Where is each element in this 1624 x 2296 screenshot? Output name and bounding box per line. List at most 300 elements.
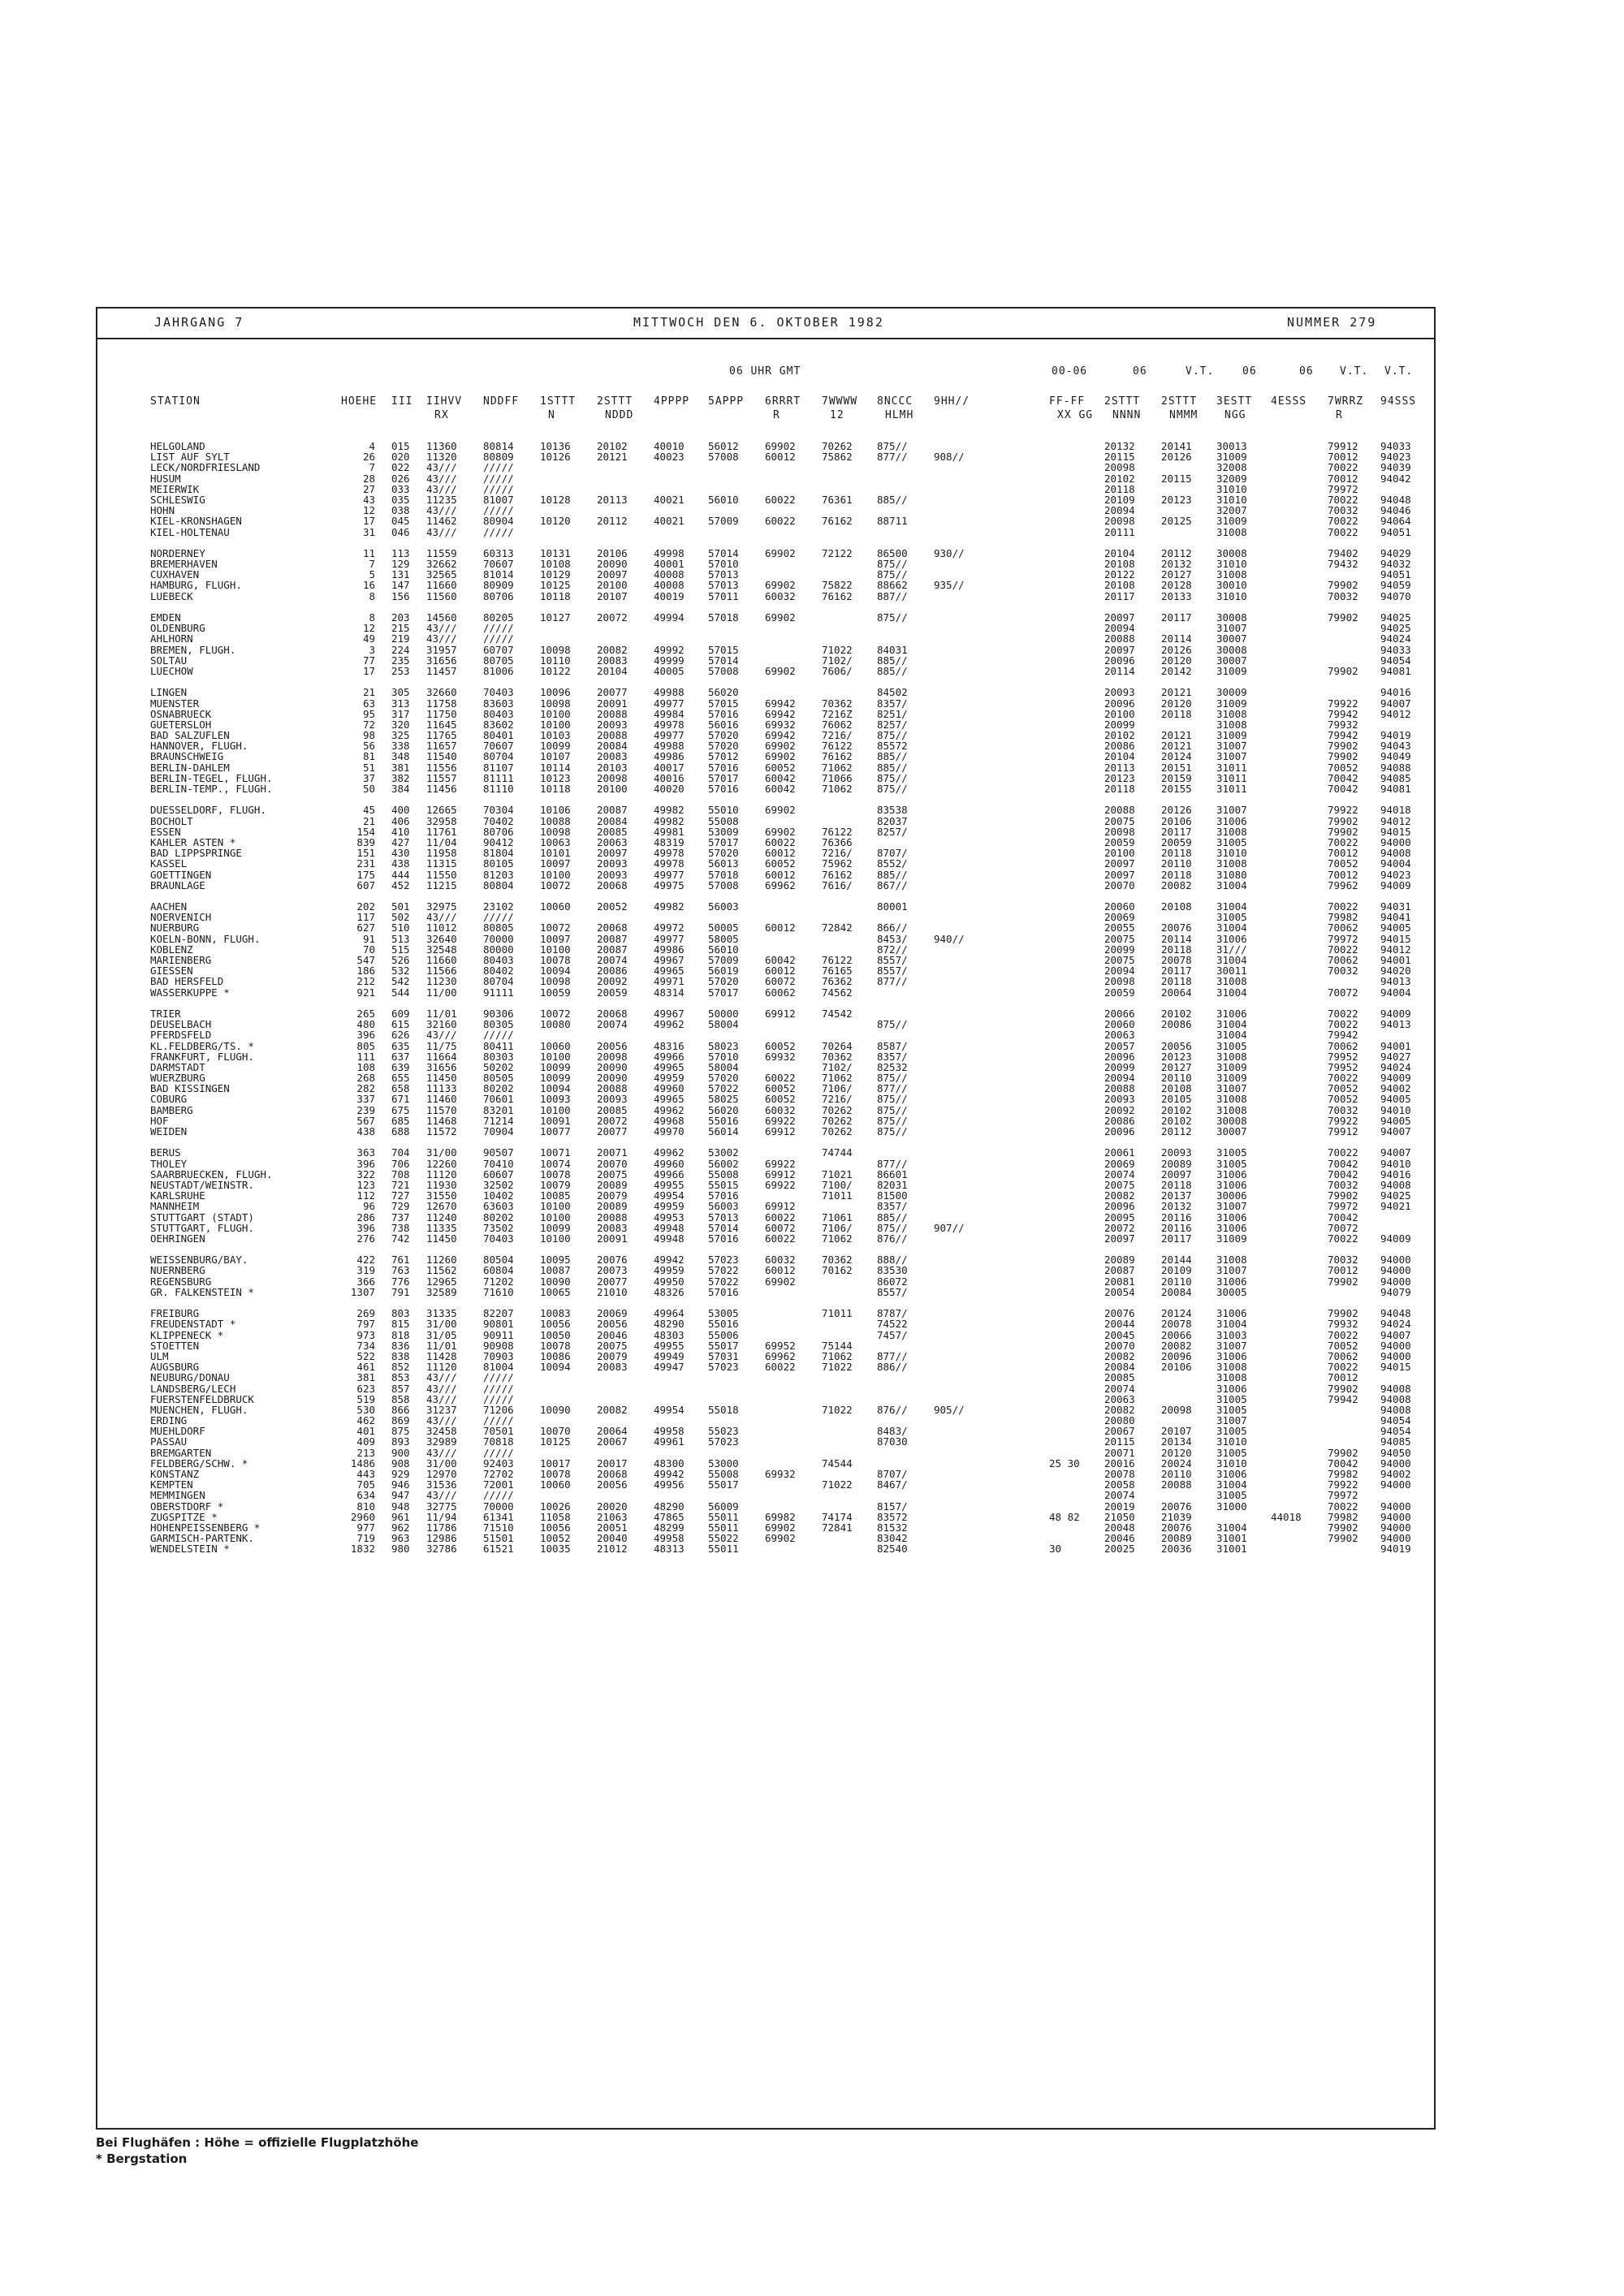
table-cell: 31008 <box>1216 707 1247 720</box>
table-cell: 71062 <box>822 761 853 774</box>
table-cell: 82207 <box>483 1307 514 1320</box>
table-row <box>97 1094 1434 1104</box>
table-cell: 32958 <box>426 814 457 827</box>
table-cell: 81014 <box>483 568 514 581</box>
gmt-group-label: 06 UHR GMT <box>729 365 801 378</box>
table-cell: 49982 <box>654 814 685 827</box>
table-cell: 31009 <box>1216 729 1247 742</box>
table-cell: 31004 <box>1216 1029 1247 1042</box>
table-cell: 20091 <box>597 1232 628 1245</box>
table-cell: 70032 <box>1328 1178 1358 1191</box>
table-cell: 20112 <box>597 515 628 528</box>
table-cell: 79942 <box>1328 1029 1358 1042</box>
column-subheader: R <box>773 409 780 421</box>
table-cell: 20102 <box>1104 729 1135 742</box>
table-cell: 70042 <box>1328 1211 1358 1224</box>
table-cell: 69902 <box>765 804 796 817</box>
station-name: KIEL-HOLTENAU <box>150 525 230 538</box>
table-cell: 49998 <box>654 546 685 559</box>
table-cell: 70022 <box>1328 1072 1358 1085</box>
table-cell: 70042 <box>1328 771 1358 784</box>
table-cell: 20075 <box>1104 814 1135 827</box>
table-cell: 20082 <box>1104 1403 1135 1416</box>
table-cell: 49978 <box>654 718 685 731</box>
column-subheader: N <box>548 409 555 421</box>
table-cell: 70012 <box>1328 1371 1358 1384</box>
table-cell: 20059 <box>597 986 628 999</box>
table-cell: 11557 <box>426 771 457 784</box>
table-cell: 69952 <box>765 1339 796 1352</box>
table-cell: 94085 <box>1380 771 1411 784</box>
station-name: KONSTANZ <box>150 1468 200 1480</box>
table-cell: 31004 <box>1216 878 1247 891</box>
table-cell: 20104 <box>1104 546 1135 559</box>
table-cell: 79952 <box>1328 1050 1358 1063</box>
station-name: HOHENPEISSENBERG * <box>150 1521 261 1534</box>
table-cell: 49959 <box>654 1200 685 1213</box>
table-cell: 71062 <box>822 1232 853 1245</box>
table-cell: 69962 <box>765 878 796 891</box>
table-cell: 7216/ <box>822 847 853 860</box>
table-cell: 31335 <box>426 1307 457 1320</box>
table-cell: 57016 <box>708 707 739 720</box>
table-cell: 320 <box>391 718 410 731</box>
table-cell: 929 <box>391 1468 410 1480</box>
table-cell: 49942 <box>654 1468 685 1480</box>
table-cell: 56010 <box>708 493 739 506</box>
station-name: BREMERHAVEN <box>150 558 218 571</box>
table-cell: 94009 <box>1380 1007 1411 1020</box>
table-cell: 20096 <box>1104 1200 1135 1213</box>
table-cell: 79902 <box>1328 825 1358 838</box>
table-cell: 31004 <box>1216 1318 1247 1331</box>
table-cell: 875 <box>391 1425 410 1438</box>
table-cell: 877// <box>877 1157 908 1170</box>
table-cell: 69982 <box>765 1510 796 1523</box>
table-cell: 20097 <box>1104 643 1135 656</box>
table-cell: 80411 <box>483 1039 514 1052</box>
table-cell: 20155 <box>1161 783 1192 795</box>
table-cell: 108 <box>356 1060 375 1073</box>
table-cell: 70022 <box>1328 1146 1358 1159</box>
table-cell: 94019 <box>1380 729 1411 742</box>
table-cell: 86072 <box>877 1275 908 1288</box>
table-cell: 94048 <box>1380 493 1411 506</box>
table-cell: 876// <box>877 1232 908 1245</box>
table-cell: 95 <box>362 707 375 720</box>
station-name: KAHLER ASTEN * <box>150 835 236 848</box>
table-cell: 75962 <box>822 857 853 870</box>
table-row <box>97 1126 1434 1137</box>
table-cell: 671 <box>391 1093 410 1106</box>
station-name: LANDSBERG/LECH <box>150 1382 236 1395</box>
table-cell: 57008 <box>708 664 739 677</box>
table-cell: 57018 <box>708 611 739 624</box>
table-cell: 20082 <box>1104 1349 1135 1362</box>
table-cell: 83603 <box>483 697 514 710</box>
table-cell: 49955 <box>654 1339 685 1352</box>
table-cell: 83530 <box>877 1264 908 1277</box>
table-cell: 55008 <box>708 1468 739 1480</box>
table-cell: 79912 <box>1328 440 1358 452</box>
table-cell: 20024 <box>1161 1457 1192 1470</box>
station-name: REGENSBURG <box>150 1275 212 1288</box>
table-cell: 10126 <box>540 451 571 464</box>
table-cell: 48316 <box>654 1039 685 1052</box>
table-cell: 49999 <box>654 654 685 667</box>
table-cell: 76162 <box>822 868 853 881</box>
table-cell: 8251/ <box>877 707 908 720</box>
column-header: 4PPPP <box>654 395 690 408</box>
table-cell: 79902 <box>1328 1189 1358 1202</box>
table-cell: 31011 <box>1216 761 1247 774</box>
table-cell: 31656 <box>426 654 457 667</box>
table-cell: 81500 <box>877 1189 908 1202</box>
table-cell: 10060 <box>540 1478 571 1491</box>
table-cell: 10094 <box>540 1361 571 1374</box>
table-cell: 94016 <box>1380 686 1411 699</box>
table-cell: 94070 <box>1380 589 1411 602</box>
table-cell: 020 <box>391 451 410 464</box>
table-cell: 156 <box>391 589 410 602</box>
table-cell: 40016 <box>654 771 685 784</box>
table-cell: 70022 <box>1328 1232 1358 1245</box>
table-cell: 10100 <box>540 868 571 881</box>
table-cell: 20088 <box>597 1082 628 1095</box>
table-row <box>97 880 1434 891</box>
table-cell: 31008 <box>1216 1050 1247 1063</box>
table-cell: 607 <box>356 878 375 891</box>
table-cell: 70042 <box>1328 783 1358 795</box>
table-cell: 20052 <box>597 900 628 913</box>
table-cell: 80805 <box>483 921 514 934</box>
table-cell: 32975 <box>426 900 457 913</box>
table-cell: 20057 <box>1104 1039 1135 1052</box>
table-cell: 20132 <box>1161 1200 1192 1213</box>
table-cell: 908 <box>391 1457 410 1470</box>
table-cell: 396 <box>356 1157 375 1170</box>
table-cell: 94019 <box>1380 1543 1411 1556</box>
table-cell: 20069 <box>597 1307 628 1320</box>
station-name: FELDBERG/SCHW. * <box>150 1457 248 1470</box>
table-cell: 57017 <box>708 835 739 848</box>
table-cell: 20097 <box>1104 857 1135 870</box>
table-cell: 43/// <box>426 1446 457 1459</box>
table-cell: 70022 <box>1328 1007 1358 1020</box>
table-cell: 20072 <box>1104 1221 1135 1234</box>
table-cell: 338 <box>391 740 410 753</box>
table-cell: 94025 <box>1380 622 1411 635</box>
table-cell: 70304 <box>483 804 514 817</box>
table-cell: 49960 <box>654 1157 685 1170</box>
table-cell: 980 <box>391 1543 410 1556</box>
table-cell: 885// <box>877 654 908 667</box>
table-cell: 10098 <box>540 975 571 988</box>
table-cell: 96 <box>362 1200 375 1213</box>
table-cell: 20085 <box>1104 1371 1135 1384</box>
table-cell: 49984 <box>654 707 685 720</box>
table-cell: 57010 <box>708 1050 739 1063</box>
table-cell: 70042 <box>1328 1457 1358 1470</box>
table-cell: 151 <box>356 847 375 860</box>
table-cell: 634 <box>356 1489 375 1502</box>
table-cell: 20120 <box>1161 697 1192 710</box>
station-name: AUGSBURG <box>150 1361 200 1374</box>
table-cell: 31008 <box>1216 718 1247 731</box>
table-cell: 32008 <box>1216 461 1247 474</box>
table-cell: 70052 <box>1328 1339 1358 1352</box>
table-cell: 40019 <box>654 589 685 602</box>
table-cell: 526 <box>391 954 410 966</box>
table-cell: 7616/ <box>822 878 853 891</box>
table-row <box>97 1276 1434 1287</box>
table-cell: 31008 <box>1216 1371 1247 1384</box>
table-cell: 7457/ <box>877 1328 908 1341</box>
table-cell: 10094 <box>540 965 571 978</box>
table-cell: 8552/ <box>877 857 908 870</box>
table-cell: 11240 <box>426 1211 457 1224</box>
table-cell: 8557/ <box>877 1285 908 1298</box>
table-cell: 401 <box>356 1425 375 1438</box>
station-name: ZUGSPITZE * <box>150 1510 218 1523</box>
table-cell: 31009 <box>1216 1072 1247 1085</box>
table-cell: 56019 <box>708 965 739 978</box>
table-cell: 60062 <box>765 986 796 999</box>
table-cell: 532 <box>391 965 410 978</box>
table-cell: 797 <box>356 1318 375 1331</box>
table-cell: 885// <box>877 868 908 881</box>
table-cell: 10078 <box>540 954 571 966</box>
table-cell: 31237 <box>426 1403 457 1416</box>
table-cell: 905// <box>934 1403 965 1416</box>
table-cell: 60012 <box>765 1264 796 1277</box>
table-cell: 31010 <box>1216 482 1247 495</box>
table-cell: 31006 <box>1216 1221 1247 1234</box>
table-cell: 76366 <box>822 835 853 848</box>
table-row <box>97 870 1434 880</box>
table-cell: 32458 <box>426 1425 457 1438</box>
table-cell: 11660 <box>426 954 457 966</box>
table-cell: 11315 <box>426 857 457 870</box>
table-cell: 12970 <box>426 1468 457 1480</box>
station-name: WEIDEN <box>150 1125 188 1137</box>
table-cell: 79972 <box>1328 1200 1358 1213</box>
table-cell: 70022 <box>1328 1018 1358 1031</box>
table-cell: 129 <box>391 558 410 571</box>
table-cell: 79942 <box>1328 1392 1358 1405</box>
table-cell: 20086 <box>1161 1018 1192 1031</box>
table-cell: 79962 <box>1328 878 1358 891</box>
table-cell: 70012 <box>1328 472 1358 485</box>
table-cell: 83572 <box>877 1510 908 1523</box>
table-cell: 20159 <box>1161 771 1192 784</box>
table-cell: 11/04 <box>426 835 457 848</box>
table-cell: 60707 <box>483 643 514 656</box>
table-cell: 12670 <box>426 1200 457 1213</box>
table-cell: 94015 <box>1380 932 1411 945</box>
table-cell: 530 <box>356 1403 375 1416</box>
table-cell: 20097 <box>597 568 628 581</box>
table-cell: 43/// <box>426 504 457 517</box>
table-cell: 7106/ <box>822 1221 853 1234</box>
table-cell: 40023 <box>654 451 685 464</box>
table-cell: 875// <box>877 1221 908 1234</box>
table-cell: 113 <box>391 546 410 559</box>
table-cell: ///// <box>483 1382 514 1395</box>
table-cell: 79922 <box>1328 1478 1358 1491</box>
table-cell: 61521 <box>483 1543 514 1556</box>
table-cell: ///// <box>483 1392 514 1405</box>
table-cell: 31009 <box>1216 1060 1247 1073</box>
table-cell: 31009 <box>1216 697 1247 710</box>
station-name: GUETERSLOH <box>150 718 212 731</box>
station-name: KOBLENZ <box>150 943 193 956</box>
table-cell: 8357/ <box>877 1200 908 1213</box>
table-cell: 23102 <box>483 900 514 913</box>
table-cell: 31005 <box>1216 1392 1247 1405</box>
table-cell: 48290 <box>654 1318 685 1331</box>
table-row <box>97 1436 1434 1447</box>
table-cell: 20045 <box>1104 1328 1135 1341</box>
table-cell: 49967 <box>654 954 685 966</box>
station-name: KASSEL <box>150 857 188 870</box>
table-cell: 94015 <box>1380 1361 1411 1374</box>
table-cell: 49982 <box>654 900 685 913</box>
table-cell: 94023 <box>1380 868 1411 881</box>
table-cell: 501 <box>391 900 410 913</box>
table-cell: 31007 <box>1216 1264 1247 1277</box>
station-name: BAD HERSFELD <box>150 975 224 988</box>
column-header: 3ESTT <box>1216 395 1253 408</box>
station-name: BAD SALZUFLEN <box>150 729 230 742</box>
table-cell: 875// <box>877 1114 908 1127</box>
table-cell: 131 <box>391 568 410 581</box>
table-cell: 94004 <box>1380 986 1411 999</box>
table-cell: 31007 <box>1216 1082 1247 1095</box>
table-cell: 31009 <box>1216 1232 1247 1245</box>
table-row <box>97 1394 1434 1405</box>
table-cell: 60032 <box>765 1254 796 1267</box>
table-cell: 20074 <box>1104 1382 1135 1395</box>
table-cell: 20109 <box>1161 1264 1192 1277</box>
table-cell: 875// <box>877 611 908 624</box>
table-cell: 866 <box>391 1403 410 1416</box>
table-cell: 80303 <box>483 1050 514 1063</box>
table-cell: 94007 <box>1380 697 1411 710</box>
table-cell: 282 <box>356 1082 375 1095</box>
table-cell: 80205 <box>483 611 514 624</box>
table-cell: 20087 <box>1104 1264 1135 1277</box>
column-header: 7WRRZ <box>1328 395 1364 408</box>
station-name: BOCHOLT <box>150 814 193 827</box>
table-cell: 186 <box>356 965 375 978</box>
table-cell: 20121 <box>1161 740 1192 753</box>
station-name: LIST AUF SYLT <box>150 451 230 464</box>
table-cell: 94079 <box>1380 1285 1411 1298</box>
table-cell: 21050 <box>1104 1510 1135 1523</box>
table-cell: 20108 <box>1161 1082 1192 1095</box>
table-cell: 56002 <box>708 1157 739 1170</box>
table-cell: 875// <box>877 1125 908 1137</box>
table-cell: 20036 <box>1161 1543 1192 1556</box>
table-cell: 935// <box>934 579 965 592</box>
table-cell: 94051 <box>1380 525 1411 538</box>
table-cell: 20151 <box>1161 761 1192 774</box>
table-cell: 40020 <box>654 783 685 795</box>
table-row <box>97 1147 1434 1158</box>
table-cell: 11570 <box>426 1103 457 1116</box>
table-cell: 20056 <box>597 1039 628 1052</box>
table-cell: 930// <box>934 546 965 559</box>
table-cell: 20060 <box>1104 1018 1135 1031</box>
table-cell: 57020 <box>708 1072 739 1085</box>
table-cell: 921 <box>356 986 375 999</box>
station-name: MARIENBERG <box>150 954 212 966</box>
table-cell: 20081 <box>1104 1275 1135 1288</box>
table-cell: 75822 <box>822 579 853 592</box>
table-cell: 224 <box>391 643 410 656</box>
table-cell: 20128 <box>1161 579 1192 592</box>
table-cell: 49986 <box>654 750 685 763</box>
table-cell: 10080 <box>540 1018 571 1031</box>
table-cell: 69942 <box>765 707 796 720</box>
table-cell: 10059 <box>540 986 571 999</box>
table-cell: 90412 <box>483 835 514 848</box>
table-cell: 734 <box>356 1339 375 1352</box>
table-cell: 885// <box>877 493 908 506</box>
table-cell: 60032 <box>765 589 796 602</box>
table-cell: 20118 <box>1161 847 1192 860</box>
table-cell: 40021 <box>654 515 685 528</box>
table-cell: 11562 <box>426 1264 457 1277</box>
table-cell: 69912 <box>765 1200 796 1213</box>
table-cell: 31006 <box>1216 932 1247 945</box>
table-cell: 74174 <box>822 1510 853 1523</box>
table-cell: 94004 <box>1380 857 1411 870</box>
table-cell: 49961 <box>654 1435 685 1448</box>
table-cell: 88711 <box>877 515 908 528</box>
table-cell: 71061 <box>822 1211 853 1224</box>
table-cell: 94021 <box>1380 1200 1411 1213</box>
table-cell: 20093 <box>1104 686 1135 699</box>
table-cell: 94032 <box>1380 558 1411 571</box>
table-cell: 7216/ <box>822 1093 853 1106</box>
table-cell: ///// <box>483 1371 514 1384</box>
table-cell: 212 <box>356 975 375 988</box>
table-cell: 48319 <box>654 835 685 848</box>
table-cell: 80305 <box>483 1018 514 1031</box>
table-cell: 20142 <box>1161 664 1192 677</box>
table-cell: 49958 <box>654 1425 685 1438</box>
column-subheader: 12 <box>830 409 844 421</box>
table-cell: 49968 <box>654 1114 685 1127</box>
table-cell: 973 <box>356 1328 375 1341</box>
jahrgang-label: JAHRGANG 7 <box>154 315 244 330</box>
table-cell: 908// <box>934 451 965 464</box>
table-cell: 57023 <box>708 1254 739 1267</box>
station-name: BAD KISSINGEN <box>150 1082 230 1095</box>
table-cell: 438 <box>356 1125 375 1137</box>
station-name: FREUDENSTADT * <box>150 1318 236 1331</box>
table-cell: 7606/ <box>822 664 853 677</box>
table-cell: 69902 <box>765 750 796 763</box>
table-cell: 20113 <box>1104 761 1135 774</box>
table-cell: 31006 <box>1216 814 1247 827</box>
table-cell: 53000 <box>708 1457 739 1470</box>
table-cell: 49977 <box>654 932 685 945</box>
table-cell: 20100 <box>1104 847 1135 860</box>
table-cell: 55015 <box>708 1178 739 1191</box>
